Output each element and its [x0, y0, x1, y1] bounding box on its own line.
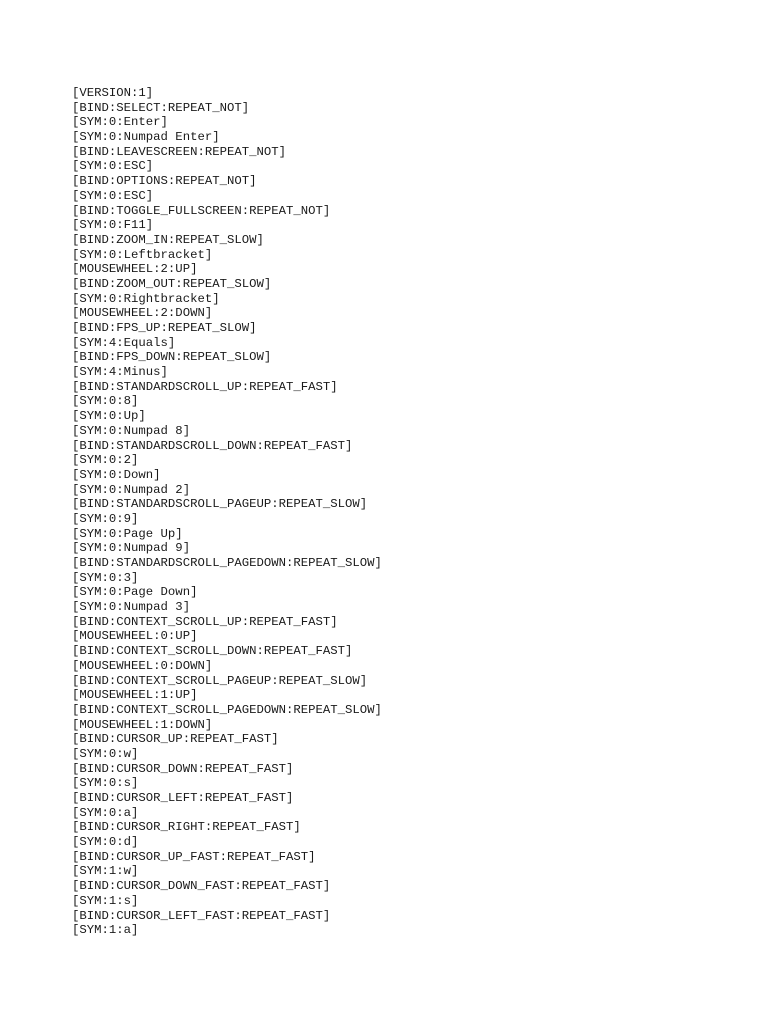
text-line: [SYM:0:8] [72, 394, 139, 409]
text-line: [SYM:0:3] [72, 570, 139, 585]
text-line: [MOUSEWHEEL:0:UP] [72, 629, 198, 644]
text-line: [BIND:CONTEXT_SCROLL_PAGEUP:REPEAT_SLOW] [72, 673, 368, 688]
text-line: [SYM:0:Page Down] [72, 585, 198, 600]
text-line: [BIND:STANDARDSCROLL_PAGEUP:REPEAT_SLOW] [72, 497, 368, 512]
text-line: [SYM:0:Numpad 2] [72, 482, 191, 497]
keybinding-text [72, 86, 382, 938]
text-line: [BIND:STANDARDSCROLL_UP:REPEAT_FAST] [72, 379, 338, 394]
text-line: [SYM:0:Down] [72, 467, 161, 482]
text-line: [SYM:0:ESC] [72, 188, 154, 203]
text-line: [SYM:1:a] [72, 923, 139, 938]
text-line: [SYM:0:Page Up] [72, 526, 183, 541]
text-line: [BIND:STANDARDSCROLL_DOWN:REPEAT_FAST] [72, 438, 353, 453]
text-line: [SYM:0:Rightbracket] [72, 291, 220, 306]
text-line: [SYM:0:Numpad 8] [72, 423, 191, 438]
text-line: [SYM:0:Enter] [72, 115, 168, 130]
text-line: [SYM:4:Equals] [72, 335, 176, 350]
text-line: [SYM:0:2] [72, 453, 139, 468]
text-line: [SYM:0:Numpad 9] [72, 541, 191, 556]
text-line: [MOUSEWHEEL:1:UP] [72, 688, 198, 703]
text-line: [SYM:0:Leftbracket] [72, 247, 213, 262]
text-line: [SYM:1:w] [72, 864, 139, 879]
text-line: [BIND:CONTEXT_SCROLL_UP:REPEAT_FAST] [72, 614, 338, 629]
text-line: [BIND:STANDARDSCROLL_PAGEDOWN:REPEAT_SLOW] [72, 556, 382, 570]
text-line: [BIND:CONTEXT_SCROLL_DOWN:REPEAT_FAST] [72, 644, 353, 659]
text-line: [BIND:CURSOR_UP_FAST:REPEAT_FAST] [72, 849, 316, 864]
text-line: [BIND:CURSOR_LEFT_FAST:REPEAT_FAST] [72, 908, 331, 923]
text-line: [SYM:0:s] [72, 776, 139, 791]
text-line: [SYM:0:w] [72, 746, 139, 761]
text-line: [SYM:0:ESC] [72, 159, 154, 174]
text-line: [SYM:0:a] [72, 805, 139, 820]
text-line: [BIND:OPTIONS:REPEAT_NOT] [72, 174, 257, 189]
text-line: [BIND:CURSOR_DOWN:REPEAT_FAST] [72, 761, 294, 776]
text-line: [SYM:0:9] [72, 511, 139, 526]
text-line: [MOUSEWHEEL:2:DOWN] [72, 306, 213, 321]
text-line: [VERSION:1] [72, 86, 154, 100]
text-line: [BIND:FPS_DOWN:REPEAT_SLOW] [72, 350, 272, 365]
text-line: [BIND:CURSOR_UP:REPEAT_FAST] [72, 732, 279, 747]
text-line: [BIND:SELECT:REPEAT_NOT] [72, 100, 250, 115]
text-line: [SYM:0:Numpad 3] [72, 600, 191, 615]
text-line: [SYM:0:Up] [72, 409, 146, 424]
text-line: [BIND:LEAVESCREEN:REPEAT_NOT] [72, 144, 287, 159]
text-line: [BIND:TOGGLE_FULLSCREEN:REPEAT_NOT] [72, 203, 331, 218]
text-line: [MOUSEWHEEL:1:DOWN] [72, 717, 213, 732]
text-line: [BIND:CURSOR_DOWN_FAST:REPEAT_FAST] [72, 879, 331, 894]
text-line: [BIND:CURSOR_RIGHT:REPEAT_FAST] [72, 820, 301, 835]
text-line: [BIND:ZOOM_OUT:REPEAT_SLOW] [72, 276, 272, 291]
text-line: [SYM:0:d] [72, 835, 139, 850]
text-line: [BIND:FPS_UP:REPEAT_SLOW] [72, 321, 257, 335]
text-line: [MOUSEWHEEL:2:UP] [72, 262, 198, 277]
text-line: [SYM:4:Minus] [72, 365, 168, 380]
text-line: [MOUSEWHEEL:0:DOWN] [72, 658, 213, 673]
text-line: [SYM:0:F11] [72, 218, 154, 233]
text-line: [BIND:CONTEXT_SCROLL_PAGEDOWN:REPEAT_SLOW] [72, 702, 382, 717]
text-line: [BIND:CURSOR_LEFT:REPEAT_FAST] [72, 791, 294, 805]
text-line: [SYM:0:Numpad Enter] [72, 130, 220, 145]
text-line: [BIND:ZOOM_IN:REPEAT_SLOW] [72, 232, 264, 247]
text-line: [SYM:1:s] [72, 893, 139, 908]
